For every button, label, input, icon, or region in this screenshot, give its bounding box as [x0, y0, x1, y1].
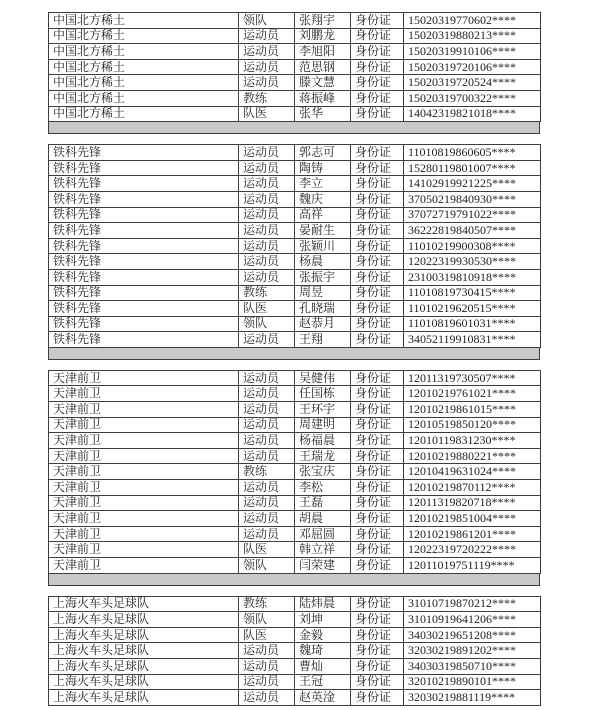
role-cell: 运动员	[239, 28, 295, 44]
id-type-cell: 身份证	[351, 526, 404, 542]
id-number-cell: 32010219890101****	[404, 674, 541, 690]
id-type-cell: 身份证	[351, 269, 404, 285]
name-cell: 张宝庆	[295, 464, 351, 480]
id-number-cell: 12011019751119****	[404, 558, 541, 574]
role-cell: 运动员	[239, 207, 295, 223]
team-cell: 中国北方稀土	[49, 28, 239, 44]
id-type-cell: 身份证	[351, 386, 404, 402]
team-cell: 天津前卫	[49, 448, 239, 464]
id-number-cell: 12010119831230****	[404, 433, 541, 449]
name-cell: 魏琦	[295, 643, 351, 659]
team-cell: 上海火车头足球队	[49, 658, 239, 674]
role-cell: 运动员	[239, 75, 295, 91]
table-row	[49, 59, 541, 75]
team-cell: 天津前卫	[49, 433, 239, 449]
id-number-cell: 12010219851004****	[404, 511, 541, 527]
table-row	[49, 480, 541, 496]
name-cell: 赵恭月	[295, 316, 351, 332]
role-cell: 运动员	[239, 59, 295, 75]
id-type-cell: 身份证	[351, 558, 404, 574]
name-cell: 郭志可	[295, 145, 351, 161]
role-cell: 运动员	[239, 386, 295, 402]
id-type-cell: 身份证	[351, 254, 404, 270]
team-cell: 中国北方稀土	[49, 59, 239, 75]
id-number-cell: 11010219620515****	[404, 301, 541, 317]
id-number-cell: 12022319720222****	[404, 542, 541, 558]
team-roster-table	[48, 144, 541, 348]
id-type-cell: 身份证	[351, 612, 404, 628]
name-cell: 张颖川	[295, 238, 351, 254]
table-row	[49, 526, 541, 542]
team-cell: 天津前卫	[49, 542, 239, 558]
id-type-cell: 身份证	[351, 191, 404, 207]
id-number-cell: 12010419631024****	[404, 464, 541, 480]
name-cell: 任国栋	[295, 386, 351, 402]
table-row	[49, 145, 541, 161]
table-row	[49, 90, 541, 106]
id-number-cell: 34030319850710****	[404, 658, 541, 674]
id-number-cell: 11010219900308****	[404, 238, 541, 254]
id-number-cell: 32030219881119****	[404, 690, 541, 706]
team-cell: 铁科先锋	[49, 223, 239, 239]
id-type-cell: 身份证	[351, 417, 404, 433]
role-cell: 教练	[239, 285, 295, 301]
team-cell: 天津前卫	[49, 370, 239, 386]
table-row	[49, 417, 541, 433]
team-cell: 天津前卫	[49, 558, 239, 574]
team-cell: 天津前卫	[49, 402, 239, 418]
name-cell: 吴健伟	[295, 370, 351, 386]
id-number-cell: 15020319880213****	[404, 28, 541, 44]
role-cell: 运动员	[239, 690, 295, 706]
team-cell: 铁科先锋	[49, 238, 239, 254]
table-row	[49, 106, 541, 122]
name-cell: 杨晨	[295, 254, 351, 270]
team-cell: 天津前卫	[49, 526, 239, 542]
role-cell: 运动员	[239, 238, 295, 254]
table-row	[49, 176, 541, 192]
section-separator-band	[48, 348, 540, 360]
id-type-cell: 身份证	[351, 370, 404, 386]
name-cell: 李旭阳	[295, 44, 351, 60]
id-number-cell: 37050219840930****	[404, 191, 541, 207]
table-row	[49, 207, 541, 223]
team-cell: 上海火车头足球队	[49, 596, 239, 612]
id-number-cell: 31010719870212****	[404, 596, 541, 612]
name-cell: 魏庆	[295, 191, 351, 207]
table-row	[49, 13, 541, 29]
id-type-cell: 身份证	[351, 542, 404, 558]
team-cell: 铁科先锋	[49, 191, 239, 207]
id-number-cell: 31010919641206****	[404, 612, 541, 628]
id-type-cell: 身份证	[351, 176, 404, 192]
name-cell: 闫荣建	[295, 558, 351, 574]
id-number-cell: 12010219861201****	[404, 526, 541, 542]
id-type-cell: 身份证	[351, 464, 404, 480]
name-cell: 周昱	[295, 285, 351, 301]
section-separator-band	[48, 122, 540, 134]
id-type-cell: 身份证	[351, 596, 404, 612]
id-number-cell: 15020319910106****	[404, 44, 541, 60]
team-cell: 天津前卫	[49, 464, 239, 480]
team-cell: 铁科先锋	[49, 269, 239, 285]
name-cell: 邓屈圆	[295, 526, 351, 542]
team-cell: 中国北方稀土	[49, 106, 239, 122]
table-row	[49, 558, 541, 574]
team-cell: 铁科先锋	[49, 285, 239, 301]
table-row	[49, 511, 541, 527]
team-cell: 铁科先锋	[49, 176, 239, 192]
role-cell: 队医	[239, 301, 295, 317]
id-number-cell: 15020319720106****	[404, 59, 541, 75]
name-cell: 孔晓瑞	[295, 301, 351, 317]
table-row	[49, 612, 541, 628]
id-number-cell: 14102919921225****	[404, 176, 541, 192]
team-roster-table	[48, 12, 541, 122]
name-cell: 刘鹏龙	[295, 28, 351, 44]
role-cell: 领队	[239, 612, 295, 628]
table-row	[49, 433, 541, 449]
role-cell: 运动员	[239, 417, 295, 433]
name-cell: 赵英淦	[295, 690, 351, 706]
name-cell: 杨福晨	[295, 433, 351, 449]
section-separator-gap	[48, 134, 540, 144]
role-cell: 运动员	[239, 402, 295, 418]
name-cell: 胡晨	[295, 511, 351, 527]
table-row	[49, 238, 541, 254]
id-number-cell: 12010219761021****	[404, 386, 541, 402]
section-separator-gap	[48, 360, 540, 370]
name-cell: 曹灿	[295, 658, 351, 674]
team-cell: 上海火车头足球队	[49, 690, 239, 706]
section-separator-band	[48, 574, 540, 586]
name-cell: 王环宇	[295, 402, 351, 418]
table-row	[49, 690, 541, 706]
id-number-cell: 12011319820718****	[404, 495, 541, 511]
table-row	[49, 596, 541, 612]
id-type-cell: 身份证	[351, 238, 404, 254]
role-cell: 运动员	[239, 448, 295, 464]
table-row	[49, 464, 541, 480]
id-type-cell: 身份证	[351, 160, 404, 176]
role-cell: 运动员	[239, 433, 295, 449]
role-cell: 领队	[239, 558, 295, 574]
name-cell: 王翔	[295, 332, 351, 348]
id-type-cell: 身份证	[351, 13, 404, 29]
name-cell: 李松	[295, 480, 351, 496]
team-cell: 铁科先锋	[49, 207, 239, 223]
team-cell: 上海火车头足球队	[49, 674, 239, 690]
role-cell: 运动员	[239, 526, 295, 542]
id-type-cell: 身份证	[351, 285, 404, 301]
table-row	[49, 285, 541, 301]
role-cell: 教练	[239, 90, 295, 106]
id-number-cell: 12010219880221****	[404, 448, 541, 464]
id-number-cell: 14042319821018****	[404, 106, 541, 122]
id-number-cell: 12011319730507****	[404, 370, 541, 386]
team-roster-table	[48, 370, 541, 574]
name-cell: 李立	[295, 176, 351, 192]
role-cell: 运动员	[239, 332, 295, 348]
name-cell: 陶铸	[295, 160, 351, 176]
team-cell: 天津前卫	[49, 495, 239, 511]
role-cell: 队医	[239, 627, 295, 643]
team-cell: 天津前卫	[49, 480, 239, 496]
name-cell: 晏耐生	[295, 223, 351, 239]
table-row	[49, 254, 541, 270]
table-row	[49, 28, 541, 44]
id-number-cell: 12010519850120****	[404, 417, 541, 433]
id-number-cell: 12010219870112****	[404, 480, 541, 496]
id-type-cell: 身份证	[351, 402, 404, 418]
id-type-cell: 身份证	[351, 59, 404, 75]
id-type-cell: 身份证	[351, 90, 404, 106]
team-cell: 中国北方稀土	[49, 90, 239, 106]
role-cell: 运动员	[239, 495, 295, 511]
role-cell: 运动员	[239, 480, 295, 496]
id-number-cell: 36222819840507****	[404, 223, 541, 239]
roster-table-container	[48, 12, 541, 706]
name-cell: 蒋振峰	[295, 90, 351, 106]
id-type-cell: 身份证	[351, 448, 404, 464]
name-cell: 周建明	[295, 417, 351, 433]
table-row	[49, 223, 541, 239]
id-type-cell: 身份证	[351, 690, 404, 706]
id-number-cell: 37072719791022****	[404, 207, 541, 223]
name-cell: 刘坤	[295, 612, 351, 628]
id-number-cell: 32030219891202****	[404, 643, 541, 659]
table-row	[49, 301, 541, 317]
name-cell: 高祥	[295, 207, 351, 223]
id-number-cell: 34052119910831****	[404, 332, 541, 348]
table-row	[49, 44, 541, 60]
name-cell: 金毅	[295, 627, 351, 643]
team-cell: 铁科先锋	[49, 316, 239, 332]
id-number-cell: 15020319720524****	[404, 75, 541, 91]
role-cell: 教练	[239, 464, 295, 480]
name-cell: 范思钢	[295, 59, 351, 75]
id-type-cell: 身份证	[351, 316, 404, 332]
section-separator-gap	[48, 586, 540, 596]
name-cell: 张振宇	[295, 269, 351, 285]
role-cell: 运动员	[239, 269, 295, 285]
table-row	[49, 191, 541, 207]
id-number-cell: 11010819730415****	[404, 285, 541, 301]
role-cell: 运动员	[239, 511, 295, 527]
table-row	[49, 448, 541, 464]
team-cell: 中国北方稀土	[49, 13, 239, 29]
id-number-cell: 12010219861015****	[404, 402, 541, 418]
name-cell: 陆炜晨	[295, 596, 351, 612]
name-cell: 张华	[295, 106, 351, 122]
role-cell: 运动员	[239, 223, 295, 239]
team-roster-table	[48, 596, 541, 706]
id-type-cell: 身份证	[351, 674, 404, 690]
team-cell: 上海火车头足球队	[49, 627, 239, 643]
table-row	[49, 386, 541, 402]
role-cell: 领队	[239, 13, 295, 29]
role-cell: 运动员	[239, 191, 295, 207]
name-cell: 王冠	[295, 674, 351, 690]
id-number-cell: 12022319930530****	[404, 254, 541, 270]
team-cell: 上海火车头足球队	[49, 612, 239, 628]
id-type-cell: 身份证	[351, 223, 404, 239]
table-row	[49, 160, 541, 176]
id-number-cell: 11010819601031****	[404, 316, 541, 332]
name-cell: 韩立祥	[295, 542, 351, 558]
id-number-cell: 15280119801007****	[404, 160, 541, 176]
id-type-cell: 身份证	[351, 658, 404, 674]
name-cell: 张翔宇	[295, 13, 351, 29]
name-cell: 滕文慧	[295, 75, 351, 91]
name-cell: 王磊	[295, 495, 351, 511]
role-cell: 运动员	[239, 643, 295, 659]
id-type-cell: 身份证	[351, 480, 404, 496]
id-type-cell: 身份证	[351, 332, 404, 348]
id-number-cell: 23100319810918****	[404, 269, 541, 285]
id-type-cell: 身份证	[351, 207, 404, 223]
team-cell: 天津前卫	[49, 417, 239, 433]
table-row	[49, 627, 541, 643]
table-row	[49, 370, 541, 386]
id-type-cell: 身份证	[351, 75, 404, 91]
id-type-cell: 身份证	[351, 643, 404, 659]
role-cell: 运动员	[239, 176, 295, 192]
id-type-cell: 身份证	[351, 28, 404, 44]
team-cell: 铁科先锋	[49, 301, 239, 317]
table-row	[49, 658, 541, 674]
table-row	[49, 674, 541, 690]
id-type-cell: 身份证	[351, 106, 404, 122]
role-cell: 运动员	[239, 160, 295, 176]
id-type-cell: 身份证	[351, 44, 404, 60]
role-cell: 运动员	[239, 44, 295, 60]
id-number-cell: 15020319770602****	[404, 13, 541, 29]
id-number-cell: 34030219651208****	[404, 627, 541, 643]
role-cell: 运动员	[239, 145, 295, 161]
table-row	[49, 542, 541, 558]
table-row	[49, 643, 541, 659]
table-row	[49, 269, 541, 285]
team-cell: 铁科先锋	[49, 332, 239, 348]
id-type-cell: 身份证	[351, 433, 404, 449]
id-type-cell: 身份证	[351, 511, 404, 527]
table-row	[49, 332, 541, 348]
id-type-cell: 身份证	[351, 495, 404, 511]
role-cell: 领队	[239, 316, 295, 332]
table-row	[49, 402, 541, 418]
role-cell: 运动员	[239, 370, 295, 386]
table-row	[49, 316, 541, 332]
team-cell: 铁科先锋	[49, 160, 239, 176]
table-row	[49, 495, 541, 511]
team-cell: 天津前卫	[49, 511, 239, 527]
team-cell: 中国北方稀土	[49, 44, 239, 60]
name-cell: 王瑞龙	[295, 448, 351, 464]
role-cell: 运动员	[239, 254, 295, 270]
role-cell: 运动员	[239, 658, 295, 674]
role-cell: 队医	[239, 542, 295, 558]
role-cell: 队医	[239, 106, 295, 122]
team-cell: 上海火车头足球队	[49, 643, 239, 659]
team-cell: 铁科先锋	[49, 254, 239, 270]
id-type-cell: 身份证	[351, 627, 404, 643]
team-cell: 天津前卫	[49, 386, 239, 402]
id-number-cell: 15020319700322****	[404, 90, 541, 106]
table-row	[49, 75, 541, 91]
team-cell: 铁科先锋	[49, 145, 239, 161]
team-cell: 中国北方稀土	[49, 75, 239, 91]
id-type-cell: 身份证	[351, 145, 404, 161]
id-number-cell: 11010819860605****	[404, 145, 541, 161]
role-cell: 教练	[239, 596, 295, 612]
id-type-cell: 身份证	[351, 301, 404, 317]
role-cell: 运动员	[239, 674, 295, 690]
